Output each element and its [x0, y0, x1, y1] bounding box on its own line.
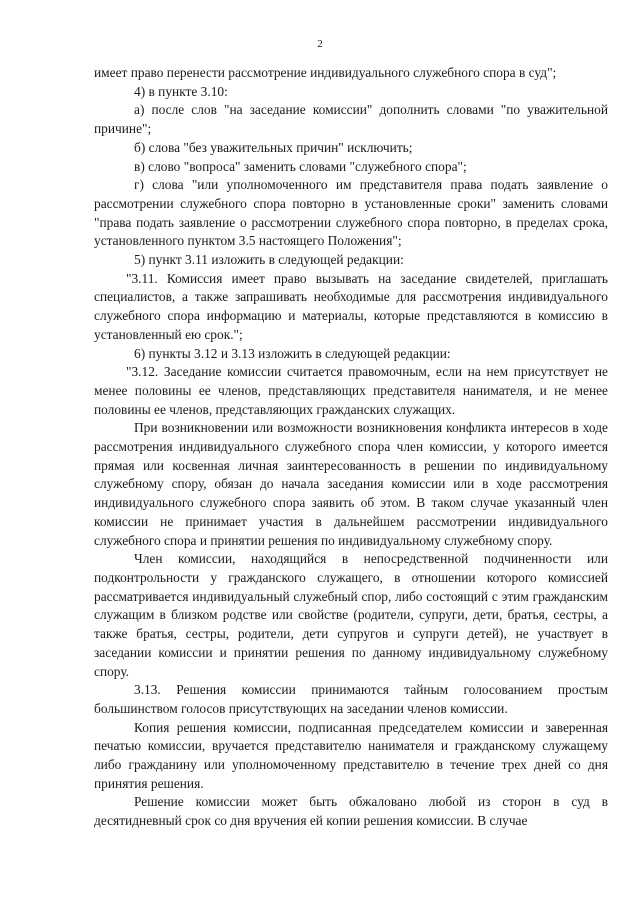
paragraph: "3.11. Комиссия имеет право вызывать на заседание свидетелей, приглашать специалистов, а также запрашивать необходимые для рассмотрения индивидуального служебного спора информацию и материалы, которые представляются в комиссию в установленный ею срок."; — [94, 270, 608, 342]
paragraph: При возникновении или возможности возникновения конфликта интересов в ходе рассмотрения индивидуального служебного спора член комиссии, у которого имеется прямая или косвенная личная заинтересованность в решении по индивидуальному служебному спору, обязан до начала заседания комиссии или в ходе рассмотрения индивидуального служебного спора заявить об этом. В таком случае указанный член комиссии не принимает участия в дальнейшем рассмотрении индивидуального служебного спора и принятии решения по индивидуальному служебному спору. — [94, 420, 608, 548]
paragraph: б) слова "без уважительных причин" исключить; — [134, 139, 413, 155]
paragraph: "3.12. Заседание комиссии считается правомочным, если на нем присутствует не менее половины ее членов, представляющих представителя нанимателя, и не менее половины ее членов, представляющих гражданских служащих. — [94, 364, 608, 417]
paragraph: имеет право перенести рассмотрение индивидуального служебного спора в суд"; — [94, 65, 557, 80]
page-number: 2 — [317, 38, 323, 50]
paragraph: 3.13. Решения комиссии принимаются тайным голосованием простым большинством голосов присутствующих на заседании членов комиссии. — [94, 682, 608, 716]
paragraph: а) после слов "на заседание комиссии" дополнить словами "по уважительной причине"; — [94, 102, 608, 137]
paragraph: 5) пункт 3.11 изложить в следующей редакции: — [134, 252, 404, 268]
paragraph: 4) в пункте 3.10: — [134, 83, 228, 99]
paragraph: Копия решения комиссии, подписанная председателем комиссии и заверенная печатью комиссии, вручается представителю нанимателя и гражданскому служащему либо гражданину или уполномоченному представителю в течение трех дней со дня принятия решения. — [94, 719, 608, 791]
paragraph: г) слова "или уполномоченного им представителя права подать заявление о рассмотрении служебного спора повторно в установленные сроки" заменить словами "права подать заявление о рассмотрении служебного спора повторно, в пределах срока, установленного пунктом 3.5 настоящего Положения"; — [94, 177, 608, 249]
paragraph: 6) пункты 3.12 и 3.13 изложить в следующей редакции: — [134, 345, 451, 361]
document-body — [94, 64, 608, 831]
paragraph: в) слово "вопроса" заменить словами "служебного спора"; — [134, 158, 467, 174]
paragraph: Член комиссии, находящийся в непосредственной подчиненности или подконтрольности у гражданского служащего, в отношении которого комиссией рассматривается индивидуальный служебный спор, либо состоящий с этим гражданским служащим в близком родстве или свойстве (родители, супруги, дети, братья, сестры, а также братья, сестры, родители, дети супругов и супруги детей), не участвует в заседании комиссии и принятии решения по данному индивидуальному служебному спору. — [94, 551, 608, 679]
paragraph: Решение комиссии может быть обжаловано любой из сторон в суд в десятидневный срок со дня вручения ей копии решения комиссии. В случае — [94, 794, 608, 829]
